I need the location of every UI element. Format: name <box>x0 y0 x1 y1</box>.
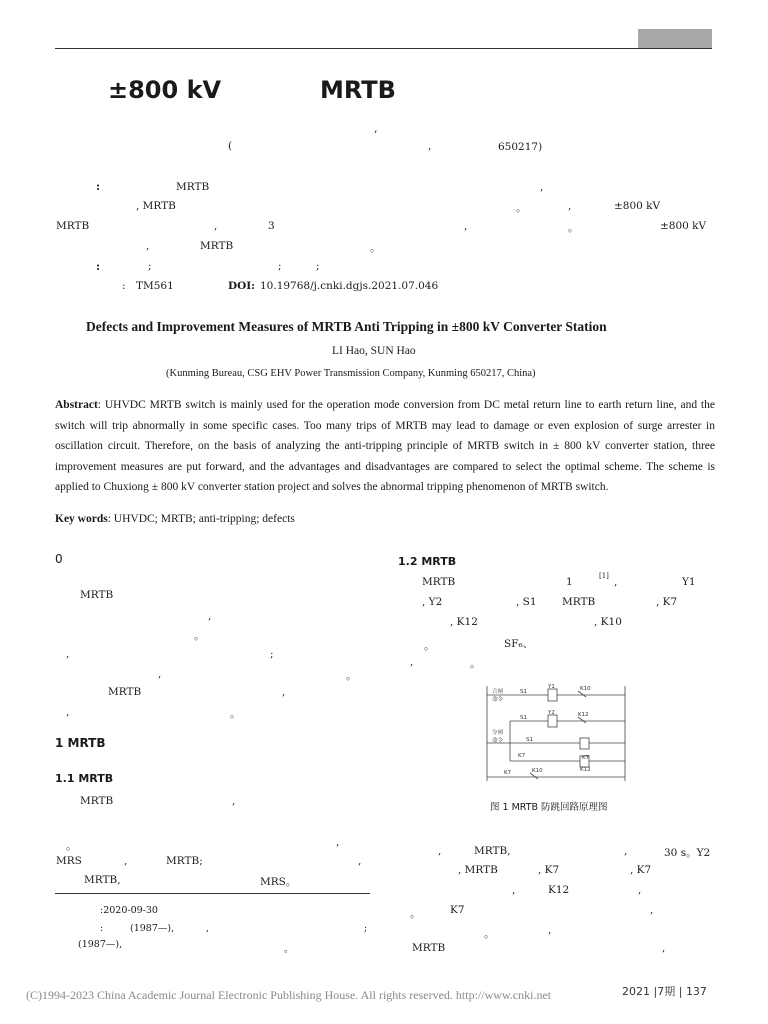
issue-sep: | <box>678 985 683 998</box>
body-text: 。 <box>346 670 357 682</box>
abstract-cn-label: : <box>96 180 101 193</box>
body-text: , <box>548 924 552 936</box>
footnote-text: (1987—), <box>78 939 123 950</box>
keywords-en-text: : UHVDC; MRTB; anti-tripping; defects <box>107 513 295 525</box>
keywords-cn-sep: ; <box>148 260 152 272</box>
section-1-1-heading: 1.1 MRTB <box>55 772 114 785</box>
anti-trip-circuit-diagram <box>486 683 626 783</box>
body-text: 。 <box>470 658 481 670</box>
body-text: MRTB <box>422 576 456 588</box>
body-text: , <box>638 884 642 896</box>
authors-cn: , <box>374 122 378 135</box>
body-text: SF₆、 <box>504 638 534 650</box>
k7-label: K7 <box>518 753 526 759</box>
authors-en: LI Hao, SUN Hao <box>332 345 416 357</box>
body-text: MRTB <box>80 589 114 601</box>
affiliation-en: (Kunming Bureau, CSG EHV Power Transmission Company, Kunming 650217, China) <box>166 368 536 379</box>
open-command-label: 命令 <box>492 738 504 744</box>
keywords-cn-label: : <box>96 260 101 273</box>
header-tab <box>638 29 712 48</box>
abstract-en-label: Abstract <box>55 399 98 411</box>
body-text: , <box>336 836 340 848</box>
abstract-cn-text: , <box>214 220 218 232</box>
body-text: K7 <box>450 904 465 916</box>
s1-label: S1 <box>520 715 527 721</box>
citation-ref[interactable]: [1] <box>599 572 609 580</box>
keywords-cn-sep: ; <box>316 260 320 272</box>
abstract-cn-text: MRTB <box>200 240 234 252</box>
keywords-en <box>55 513 295 525</box>
abstract-en-text: : UHVDC MRTB switch is mainly used for the operation mode conversion from DC metal return line to earth return line, and the switch will trip abnormally in some specific cases. Too many trips of MRTB may lead to damage or even explosion of surge arrester in oscillation circuit. Therefore, on the basis of analyzing the anti-tripping principle of MRTB switch in ± 800 kV converter station, three improvement measures are put forward, and the advantages and disadvantages are compared to select the optimal scheme. The scheme is applied to Chuxiong ± 800 kV converter station project and solves the abnormal tripping phenomenon of MRTB switch. <box>55 399 715 493</box>
body-text: , K12 <box>450 616 478 628</box>
y1-label: Y1 <box>548 684 555 690</box>
body-text: MRTB; <box>166 855 203 867</box>
body-text: , <box>438 845 442 857</box>
k12-label: K12 <box>578 712 589 718</box>
header-rule <box>55 48 712 49</box>
k10-label: K10 <box>532 768 543 774</box>
y2-label: Y2 <box>548 710 555 716</box>
body-text: , K7 <box>630 864 652 876</box>
keywords-en-label: Key words <box>55 513 108 525</box>
clc-label: : <box>122 280 126 292</box>
issue-info <box>622 983 707 999</box>
body-text: , S1 <box>516 596 537 608</box>
abstract-cn-text: , <box>464 220 468 232</box>
body-text: MRS <box>56 855 82 867</box>
body-text: , <box>512 884 516 896</box>
footnote-rule <box>55 893 370 894</box>
open-command-label: 分闸 <box>492 730 504 736</box>
body-text: , <box>662 942 666 954</box>
body-text: , K7 <box>538 864 560 876</box>
close-command-label: 合闸 <box>492 689 504 695</box>
body-text: ; <box>270 648 274 660</box>
clc-code: TM561 <box>136 280 174 292</box>
issue-year: 2021 <box>622 985 650 998</box>
figure-caption: 图 1 MRTB 防跳回路原理图 <box>490 802 608 813</box>
body-text: 。 <box>410 908 421 920</box>
abstract-cn-text: , <box>146 240 150 252</box>
body-text: MRTB <box>412 942 446 954</box>
section-0-heading: 0 <box>55 552 63 566</box>
page-number: 137 <box>685 985 707 998</box>
body-text: 。 <box>230 708 241 720</box>
doi-label: DOI: <box>228 280 256 292</box>
abstract-cn-text: MRTB <box>56 220 90 232</box>
body-text: , <box>410 656 414 668</box>
paper-title-suffix: MRTB <box>320 76 396 104</box>
affiliation-comma: , <box>428 140 432 152</box>
k7-label: K7 <box>582 755 590 761</box>
s1-label: S1 <box>526 737 533 743</box>
footnote-text: 。 <box>284 944 294 955</box>
issue-number: 7期 <box>657 985 676 998</box>
body-text: , <box>124 855 128 867</box>
body-text: , <box>650 904 654 916</box>
abstract-cn-text: ±800 kV <box>660 220 707 232</box>
body-text: , K10 <box>594 616 622 628</box>
body-text: , <box>66 648 70 660</box>
body-text: MRTB <box>80 795 114 807</box>
body-text: 30 s。Y2 <box>664 847 711 859</box>
k10-label: K10 <box>580 686 591 692</box>
footnote-text: , <box>206 923 210 934</box>
body-text: MRS。 <box>260 876 297 888</box>
body-text: MRTB <box>108 686 142 698</box>
body-text: , MRTB <box>458 864 498 876</box>
body-text: , <box>208 610 212 622</box>
abstract-cn-text: 。 <box>516 202 527 214</box>
title-en: Defects and Improvement Measures of MRTB Anti Tripping in ±800 kV Converter Station <box>86 319 607 334</box>
body-text: MRTB <box>562 596 596 608</box>
body-text: , Y2 <box>422 596 443 608</box>
footnote-text: (1987—), <box>130 923 175 934</box>
abstract-cn-text: 3 <box>268 220 275 232</box>
s1-label: S1 <box>520 689 527 695</box>
section-1-2-heading: 1.2 MRTB <box>398 555 457 568</box>
abstract-cn-text: ±800 kV <box>614 200 661 212</box>
body-text: , <box>66 706 70 718</box>
abstract-cn-text: MRTB <box>176 181 210 193</box>
body-text: , <box>232 795 236 807</box>
body-text: MRTB, <box>84 874 121 886</box>
abstract-en <box>55 395 715 498</box>
body-text: 。 <box>194 630 205 642</box>
k7-label: K7 <box>504 770 512 776</box>
body-text: , K7 <box>656 596 678 608</box>
body-text: , <box>158 668 162 680</box>
body-text: , <box>282 686 286 698</box>
body-text: MRTB, <box>474 845 511 857</box>
figure-ref: 1 <box>566 576 573 588</box>
abstract-cn-text: , <box>568 200 572 212</box>
footnote-text: : <box>100 923 104 934</box>
body-text: Y1 <box>682 576 696 588</box>
section-1-heading: 1 MRTB <box>55 736 106 750</box>
doi-value: 10.19768/j.cnki.dgjs.2021.07.046 <box>260 280 439 292</box>
footnote-text: ; <box>364 923 368 934</box>
affiliation-code: 650217) <box>498 141 543 153</box>
k12-label: K12 <box>580 767 591 773</box>
copyright-footer: (C)1994-2023 China Academic Journal Electronic Publishing House. All rights reserved. http://www.cnki.net <box>26 988 552 1002</box>
abstract-cn-text: 。 <box>568 222 579 234</box>
abstract-cn-text: , <box>540 181 544 193</box>
paper-title-prefix: ±800 kV <box>108 76 222 104</box>
close-command-label: 命令 <box>492 697 504 703</box>
body-text: , <box>614 576 618 588</box>
body-text: , <box>358 855 362 867</box>
body-text: 。 <box>484 928 495 940</box>
affiliation-open: ( <box>228 140 233 152</box>
abstract-cn-text: 。 <box>370 242 381 254</box>
issue-sep: | <box>653 985 658 998</box>
body-text: , <box>624 845 628 857</box>
keywords-cn-sep: ; <box>278 260 282 272</box>
body-text: 。 <box>66 840 77 852</box>
body-text: K12 <box>548 884 570 896</box>
received-date: :2020-09-30 <box>100 905 158 916</box>
body-text: 。 <box>424 640 435 652</box>
abstract-cn-text: , MRTB <box>136 200 176 212</box>
